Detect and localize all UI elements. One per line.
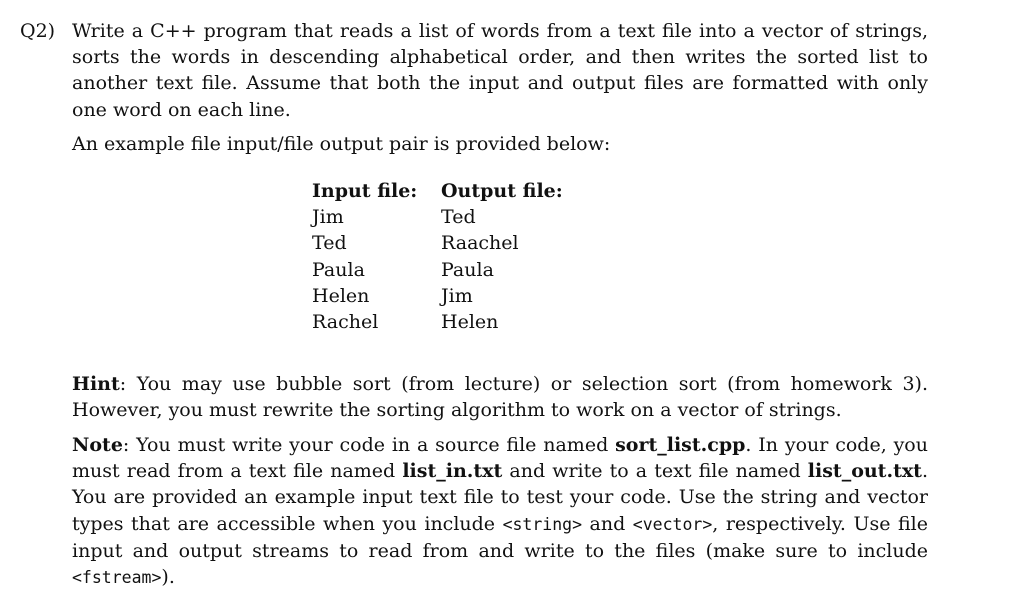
hint-text: You may use bubble sort (from lecture) or selection sort (from homework 3). However, you must rewrite the sorting algorithm to work on a vector of strings. <box>72 373 928 422</box>
note-text-1: You must write your code in a source file named <box>129 434 616 456</box>
input-word: Paula <box>312 258 365 281</box>
fstream-include: <fstream> <box>72 568 162 588</box>
output-file-header: Output file: <box>441 180 563 202</box>
note-text-6: , respectively. Use file input and output streams to read from and write to the files (make sure to include <box>72 512 928 562</box>
example-table <box>312 178 563 335</box>
note-text-3: and write to a text file named <box>502 460 808 483</box>
question-text: Write a C++ program that reads a list of words from a text file into a vector of strings, sorts the words in descending alphabetical order, and then writes the sorted list to another text file. Assume that both the input and output files are formatted with only one word on each line. <box>72 20 928 121</box>
note-text-2: . In your code, you must read from a text file named <box>72 434 928 483</box>
source-filename: sort_list.cpp <box>615 434 746 456</box>
input-word: Helen <box>312 284 370 307</box>
input-filename: list_in.txt <box>402 460 503 483</box>
table-row <box>312 309 563 335</box>
output-word: Jim <box>441 284 473 307</box>
note-paragraph <box>72 432 928 591</box>
note-text-7: ). <box>161 566 175 589</box>
example-intro: An example file input/file output pair is provided below: <box>72 133 611 155</box>
hint-paragraph <box>72 371 928 423</box>
output-word: Raachel <box>441 232 519 255</box>
output-filename: list_out.txt <box>807 460 922 483</box>
table-header-row <box>312 178 563 204</box>
input-file-header: Input file: <box>312 180 418 202</box>
table-row <box>312 230 563 256</box>
hint-colon: : <box>119 373 127 395</box>
input-word: Jim <box>312 206 344 229</box>
hint-label: Hint <box>72 373 120 395</box>
output-word: Paula <box>441 258 494 281</box>
output-word: Ted <box>441 206 476 229</box>
input-word: Rachel <box>312 311 379 334</box>
table-row <box>312 204 563 230</box>
output-word: Helen <box>441 311 499 334</box>
question-number: Q2) <box>20 20 56 42</box>
note-colon: : <box>122 434 130 456</box>
table-row <box>312 257 563 283</box>
vector-include: <vector> <box>632 514 713 534</box>
table-row <box>312 283 563 309</box>
note-text-5: and <box>582 512 633 535</box>
input-word: Ted <box>312 232 347 255</box>
string-include: <string> <box>502 514 583 534</box>
note-label: Note <box>72 434 123 456</box>
note-text-4: . You are provided an example input text file to test your code. Use the string and vector types that are accessible when you include <box>72 460 928 535</box>
